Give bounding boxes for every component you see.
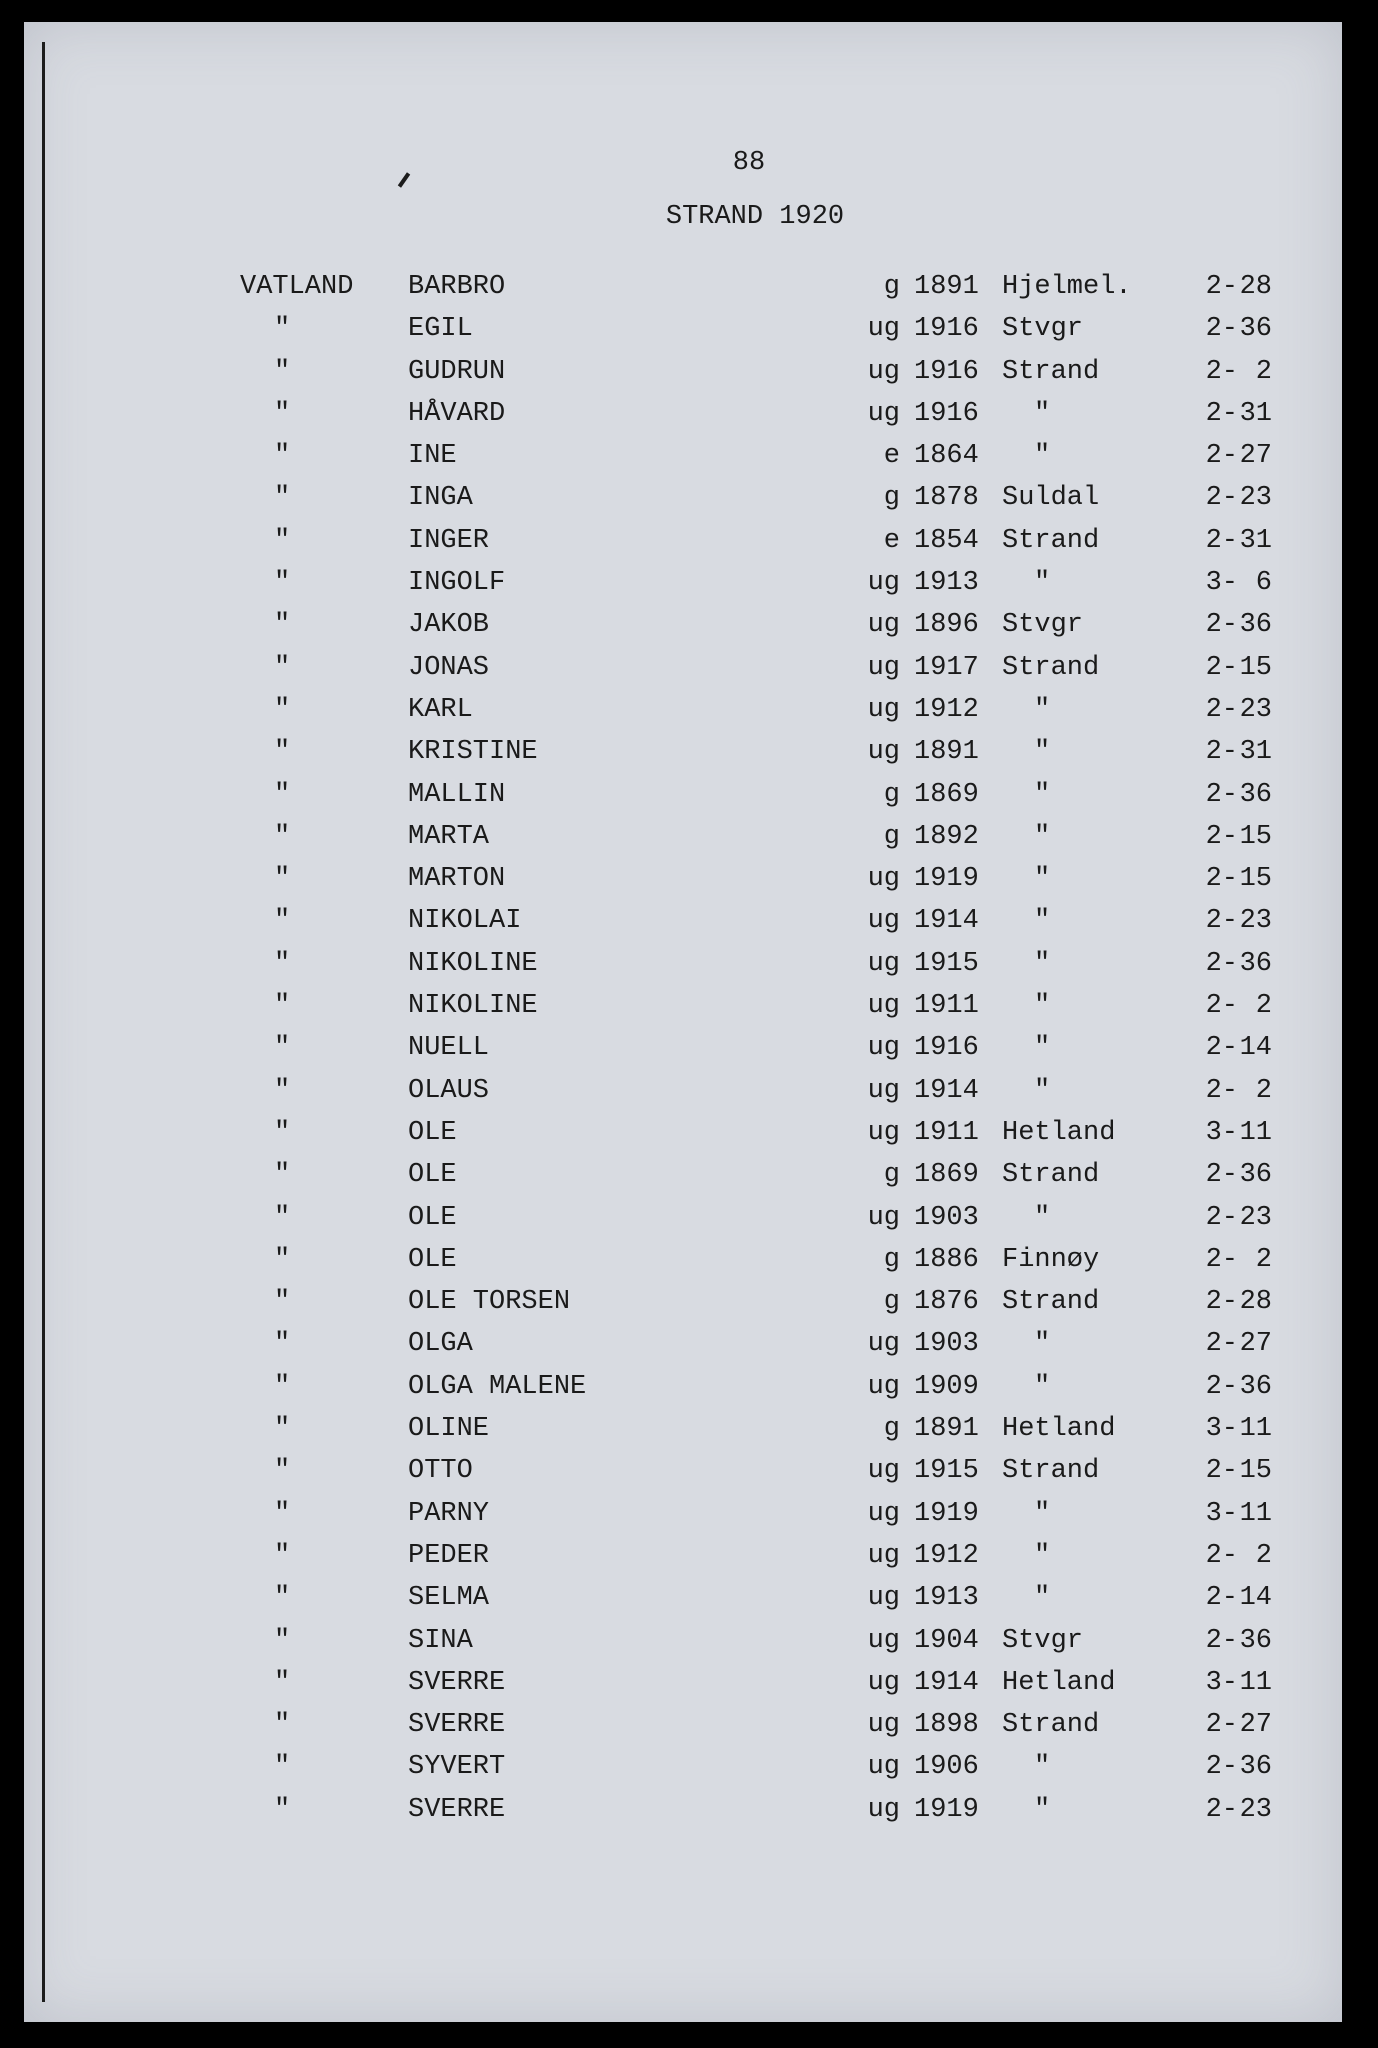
first-name-cell: KRISTINE	[408, 737, 538, 768]
place-cell: "	[1034, 948, 1051, 979]
place-cell: "	[1034, 1794, 1051, 1825]
year-cell: 1876	[914, 1287, 979, 1318]
table-row	[0, 399, 1378, 441]
status-cell: ug	[867, 864, 900, 895]
number-cell: 15	[1239, 821, 1272, 852]
number-cell: 36	[1239, 314, 1272, 345]
place-cell: Strand	[1002, 1456, 1100, 1487]
table-row	[0, 1287, 1378, 1329]
place-cell: "	[1034, 1583, 1051, 1614]
code-cell: 2-	[1205, 356, 1238, 387]
year-cell: 1896	[914, 610, 979, 641]
number-cell: 11	[1239, 1667, 1272, 1698]
code-cell: 2-	[1205, 441, 1238, 472]
place-cell: "	[1034, 991, 1051, 1022]
place-cell: "	[1034, 1075, 1051, 1106]
place-cell: "	[1034, 441, 1051, 472]
number-cell: 15	[1239, 1456, 1272, 1487]
first-name-cell: PARNY	[408, 1498, 490, 1529]
first-name-cell: OLGA MALENE	[408, 1371, 587, 1402]
table-row	[0, 1033, 1378, 1075]
year-cell: 1915	[914, 1456, 979, 1487]
place-cell: Hetland	[1002, 1117, 1116, 1148]
table-row	[0, 441, 1378, 483]
code-cell: 2-	[1205, 483, 1238, 514]
table-row	[0, 1076, 1378, 1118]
status-cell: ug	[867, 1794, 900, 1825]
status-cell: e	[883, 441, 900, 472]
year-cell: 1869	[914, 1160, 979, 1191]
place-cell: Strand	[1002, 652, 1100, 683]
status-cell: g	[883, 483, 900, 514]
year-cell: 1916	[914, 314, 979, 345]
table-row	[0, 314, 1378, 356]
year-cell: 1864	[914, 441, 979, 472]
year-cell: 1913	[914, 1583, 979, 1614]
first-name-cell: NIKOLAI	[408, 906, 522, 937]
place-cell: Strand	[1002, 356, 1100, 387]
first-name-cell: MALLIN	[408, 779, 506, 810]
number-cell: 14	[1239, 1033, 1272, 1064]
year-cell: 1891	[914, 1414, 979, 1445]
surname-cell: "	[274, 1287, 291, 1318]
code-cell: 3-	[1205, 1667, 1238, 1698]
table-row	[0, 272, 1378, 314]
number-cell: 11	[1239, 1498, 1272, 1529]
place-cell: Hjelmel.	[1002, 272, 1132, 302]
status-cell: ug	[867, 1033, 900, 1064]
year-cell: 1915	[914, 948, 979, 979]
code-cell: 2-	[1205, 610, 1238, 641]
place-cell: "	[1034, 1752, 1051, 1783]
status-cell: g	[883, 1160, 900, 1191]
code-cell: 3-	[1205, 1498, 1238, 1529]
status-cell: ug	[867, 652, 900, 683]
status-cell: ug	[867, 314, 900, 345]
first-name-cell: SVERRE	[408, 1710, 506, 1741]
year-cell: 1891	[914, 272, 979, 302]
status-cell: ug	[867, 1667, 900, 1698]
status-cell: ug	[867, 568, 900, 599]
year-cell: 1914	[914, 1667, 979, 1698]
status-cell: ug	[867, 356, 900, 387]
first-name-cell: OLE	[408, 1244, 457, 1275]
number-cell: 23	[1239, 694, 1272, 725]
code-cell: 2-	[1205, 1625, 1238, 1656]
table-row	[0, 737, 1378, 779]
code-cell: 2-	[1205, 991, 1238, 1022]
place-cell: Stvgr	[1002, 314, 1084, 345]
status-cell: ug	[867, 1752, 900, 1783]
surname-cell: "	[274, 1414, 291, 1445]
status-cell: ug	[867, 1540, 900, 1571]
table-row	[0, 1372, 1378, 1414]
number-cell: 27	[1239, 1329, 1272, 1360]
status-cell: ug	[867, 737, 900, 768]
status-cell: g	[883, 821, 900, 852]
surname-cell: "	[274, 610, 291, 641]
table-row	[0, 526, 1378, 568]
first-name-cell: NIKOLINE	[408, 948, 538, 979]
table-row	[0, 1499, 1378, 1541]
code-cell: 2-	[1205, 1710, 1238, 1741]
surname-cell: "	[274, 568, 291, 599]
table-row	[0, 1245, 1378, 1287]
number-cell: 6	[1255, 568, 1272, 599]
code-cell: 2-	[1205, 314, 1238, 345]
code-cell: 2-	[1205, 1033, 1238, 1064]
place-cell: Suldal	[1002, 483, 1100, 514]
number-cell: 36	[1239, 1160, 1272, 1191]
number-cell: 15	[1239, 652, 1272, 683]
year-cell: 1891	[914, 737, 979, 768]
surname-cell: "	[274, 1583, 291, 1614]
place-cell: "	[1034, 864, 1051, 895]
year-cell: 1892	[914, 821, 979, 852]
year-cell: 1878	[914, 483, 979, 514]
surname-cell: "	[274, 1456, 291, 1487]
code-cell: 2-	[1205, 864, 1238, 895]
surname-cell: "	[274, 398, 291, 429]
code-cell: 2-	[1205, 1202, 1238, 1233]
table-row	[0, 1626, 1378, 1668]
code-cell: 2-	[1205, 821, 1238, 852]
surname-cell: "	[274, 821, 291, 852]
status-cell: e	[883, 525, 900, 556]
status-cell: g	[883, 1244, 900, 1275]
table-row	[0, 1456, 1378, 1498]
surname-cell: "	[274, 1794, 291, 1825]
first-name-cell: PEDER	[408, 1540, 490, 1571]
code-cell: 2-	[1205, 1160, 1238, 1191]
place-cell: Hetland	[1002, 1667, 1116, 1698]
code-cell: 3-	[1205, 1414, 1238, 1445]
first-name-cell: INGER	[408, 525, 490, 556]
number-cell: 36	[1239, 1625, 1272, 1656]
status-cell: ug	[867, 948, 900, 979]
place-cell: "	[1034, 737, 1051, 768]
place-cell: Hetland	[1002, 1414, 1116, 1445]
year-cell: 1916	[914, 356, 979, 387]
place-cell: Finnøy	[1002, 1244, 1100, 1275]
first-name-cell: JAKOB	[408, 610, 490, 641]
first-name-cell: MARTON	[408, 864, 506, 895]
table-row	[0, 1160, 1378, 1202]
place-cell: "	[1034, 1371, 1051, 1402]
first-name-cell: OLE	[408, 1117, 457, 1148]
year-cell: 1911	[914, 991, 979, 1022]
first-name-cell: SVERRE	[408, 1794, 506, 1825]
first-name-cell: SYVERT	[408, 1752, 506, 1783]
table-row	[0, 864, 1378, 906]
first-name-cell: KARL	[408, 694, 473, 725]
status-cell: g	[883, 1287, 900, 1318]
number-cell: 28	[1239, 1287, 1272, 1318]
code-cell: 2-	[1205, 272, 1238, 302]
surname-cell: "	[274, 1244, 291, 1275]
place-cell: Strand	[1002, 525, 1100, 556]
census-list	[0, 272, 1378, 1837]
place-cell: Strand	[1002, 1287, 1100, 1318]
year-cell: 1898	[914, 1710, 979, 1741]
year-cell: 1911	[914, 1117, 979, 1148]
surname-cell: "	[274, 948, 291, 979]
status-cell: ug	[867, 1202, 900, 1233]
first-name-cell: SVERRE	[408, 1667, 506, 1698]
year-cell: 1912	[914, 1540, 979, 1571]
place-cell: "	[1034, 1202, 1051, 1233]
first-name-cell: NIKOLINE	[408, 991, 538, 1022]
place-cell: Stvgr	[1002, 1625, 1084, 1656]
first-name-cell: JONAS	[408, 652, 490, 683]
surname-cell: "	[274, 1498, 291, 1529]
table-row	[0, 1795, 1378, 1837]
table-row	[0, 357, 1378, 399]
number-cell: 28	[1239, 272, 1272, 302]
surname-cell: "	[274, 1710, 291, 1741]
year-cell: 1913	[914, 568, 979, 599]
table-row	[0, 610, 1378, 652]
place-cell: "	[1034, 398, 1051, 429]
status-cell: ug	[867, 1625, 900, 1656]
place-cell: "	[1034, 1498, 1051, 1529]
number-cell: 2	[1255, 1075, 1272, 1106]
first-name-cell: OLE	[408, 1202, 457, 1233]
first-name-cell: SELMA	[408, 1583, 490, 1614]
table-row	[0, 695, 1378, 737]
first-name-cell: INGOLF	[408, 568, 506, 599]
year-cell: 1909	[914, 1371, 979, 1402]
surname-cell: "	[274, 1117, 291, 1148]
first-name-cell: BARBRO	[408, 272, 506, 302]
number-cell: 36	[1239, 1752, 1272, 1783]
place-cell: Stvgr	[1002, 610, 1084, 641]
year-cell: 1919	[914, 1498, 979, 1529]
place-cell: "	[1034, 694, 1051, 725]
table-row	[0, 1414, 1378, 1456]
surname-cell: "	[274, 694, 291, 725]
place-cell: Strand	[1002, 1160, 1100, 1191]
number-cell: 23	[1239, 483, 1272, 514]
surname-cell: "	[274, 356, 291, 387]
surname-cell: "	[274, 1625, 291, 1656]
year-cell: 1919	[914, 1794, 979, 1825]
table-row	[0, 1668, 1378, 1710]
status-cell: ug	[867, 398, 900, 429]
status-cell: g	[883, 779, 900, 810]
number-cell: 2	[1255, 1540, 1272, 1571]
surname-cell: "	[274, 906, 291, 937]
status-cell: ug	[867, 1329, 900, 1360]
code-cell: 2-	[1205, 652, 1238, 683]
status-cell: ug	[867, 1583, 900, 1614]
year-cell: 1914	[914, 906, 979, 937]
status-cell: ug	[867, 694, 900, 725]
year-cell: 1904	[914, 1625, 979, 1656]
table-row	[0, 1583, 1378, 1625]
table-row	[0, 780, 1378, 822]
place-cell: "	[1034, 1329, 1051, 1360]
surname-cell: "	[274, 1329, 291, 1360]
status-cell: ug	[867, 1498, 900, 1529]
surname-cell: "	[274, 1075, 291, 1106]
number-cell: 23	[1239, 1202, 1272, 1233]
year-cell: 1854	[914, 525, 979, 556]
code-cell: 2-	[1205, 1456, 1238, 1487]
page-number: 88	[732, 148, 766, 178]
code-cell: 2-	[1205, 1244, 1238, 1275]
number-cell: 27	[1239, 441, 1272, 472]
table-row	[0, 991, 1378, 1033]
place-cell: "	[1034, 568, 1051, 599]
surname-cell: "	[274, 779, 291, 810]
table-row	[0, 568, 1378, 610]
number-cell: 36	[1239, 1371, 1272, 1402]
table-row	[0, 1541, 1378, 1583]
surname-cell: "	[274, 483, 291, 514]
code-cell: 2-	[1205, 1540, 1238, 1571]
first-name-cell: INGA	[408, 483, 473, 514]
surname-cell: "	[274, 1033, 291, 1064]
page-title: STRAND 1920	[665, 202, 845, 232]
first-name-cell: MARTA	[408, 821, 490, 852]
place-cell: "	[1034, 906, 1051, 937]
surname-cell: "	[274, 652, 291, 683]
number-cell: 23	[1239, 1794, 1272, 1825]
surname-cell: "	[274, 525, 291, 556]
first-name-cell: OLAUS	[408, 1075, 490, 1106]
table-row	[0, 822, 1378, 864]
place-cell: "	[1034, 779, 1051, 810]
surname-cell: "	[274, 1667, 291, 1698]
table-row	[0, 906, 1378, 948]
code-cell: 2-	[1205, 1329, 1238, 1360]
first-name-cell: OLE	[408, 1160, 457, 1191]
first-name-cell: GUDRUN	[408, 356, 506, 387]
year-cell: 1912	[914, 694, 979, 725]
code-cell: 2-	[1205, 1583, 1238, 1614]
code-cell: 2-	[1205, 694, 1238, 725]
year-cell: 1906	[914, 1752, 979, 1783]
year-cell: 1916	[914, 398, 979, 429]
number-cell: 36	[1239, 948, 1272, 979]
status-cell: ug	[867, 991, 900, 1022]
status-cell: ug	[867, 1456, 900, 1487]
year-cell: 1914	[914, 1075, 979, 1106]
code-cell: 3-	[1205, 568, 1238, 599]
first-name-cell: NUELL	[408, 1033, 490, 1064]
year-cell: 1917	[914, 652, 979, 683]
surname-cell: "	[274, 1160, 291, 1191]
code-cell: 2-	[1205, 1752, 1238, 1783]
table-row	[0, 1752, 1378, 1794]
status-cell: ug	[867, 610, 900, 641]
place-cell: "	[1034, 1033, 1051, 1064]
number-cell: 11	[1239, 1414, 1272, 1445]
surname-cell: "	[274, 991, 291, 1022]
number-cell: 11	[1239, 1117, 1272, 1148]
number-cell: 36	[1239, 779, 1272, 810]
place-cell: "	[1034, 821, 1051, 852]
code-cell: 3-	[1205, 1117, 1238, 1148]
surname-cell: "	[274, 1540, 291, 1571]
status-cell: ug	[867, 1371, 900, 1402]
code-cell: 2-	[1205, 1075, 1238, 1106]
number-cell: 36	[1239, 610, 1272, 641]
surname-cell: "	[274, 1202, 291, 1233]
place-cell: Strand	[1002, 1710, 1100, 1741]
code-cell: 2-	[1205, 737, 1238, 768]
first-name-cell: OLGA	[408, 1329, 473, 1360]
first-name-cell: OLINE	[408, 1414, 490, 1445]
number-cell: 2	[1255, 356, 1272, 387]
first-name-cell: OLE TORSEN	[408, 1287, 571, 1318]
code-cell: 2-	[1205, 1287, 1238, 1318]
table-row	[0, 483, 1378, 525]
number-cell: 15	[1239, 864, 1272, 895]
first-name-cell: HÅVARD	[408, 398, 506, 429]
year-cell: 1869	[914, 779, 979, 810]
surname-cell: "	[274, 314, 291, 345]
surname-cell: VATLAND	[240, 272, 354, 302]
number-cell: 31	[1239, 525, 1272, 556]
surname-cell: "	[274, 864, 291, 895]
number-cell: 2	[1255, 991, 1272, 1022]
number-cell: 23	[1239, 906, 1272, 937]
surname-cell: "	[274, 441, 291, 472]
code-cell: 2-	[1205, 948, 1238, 979]
year-cell: 1916	[914, 1033, 979, 1064]
table-row	[0, 1710, 1378, 1752]
code-cell: 2-	[1205, 525, 1238, 556]
table-row	[0, 1203, 1378, 1245]
status-cell: g	[883, 1414, 900, 1445]
number-cell: 14	[1239, 1583, 1272, 1614]
status-cell: ug	[867, 1710, 900, 1741]
year-cell: 1903	[914, 1329, 979, 1360]
number-cell: 31	[1239, 737, 1272, 768]
year-cell: 1919	[914, 864, 979, 895]
code-cell: 2-	[1205, 779, 1238, 810]
status-cell: ug	[867, 1075, 900, 1106]
first-name-cell: SINA	[408, 1625, 473, 1656]
year-cell: 1886	[914, 1244, 979, 1275]
status-cell: ug	[867, 1117, 900, 1148]
place-cell: "	[1034, 1540, 1051, 1571]
table-row	[0, 653, 1378, 695]
surname-cell: "	[274, 1371, 291, 1402]
table-row	[0, 949, 1378, 991]
number-cell: 27	[1239, 1710, 1272, 1741]
first-name-cell: OTTO	[408, 1456, 473, 1487]
status-cell: g	[883, 272, 900, 302]
code-cell: 2-	[1205, 1794, 1238, 1825]
table-row	[0, 1118, 1378, 1160]
code-cell: 2-	[1205, 1371, 1238, 1402]
surname-cell: "	[274, 1752, 291, 1783]
first-name-cell: INE	[408, 441, 457, 472]
code-cell: 2-	[1205, 906, 1238, 937]
code-cell: 2-	[1205, 398, 1238, 429]
number-cell: 31	[1239, 398, 1272, 429]
status-cell: ug	[867, 906, 900, 937]
table-row	[0, 1329, 1378, 1371]
surname-cell: "	[274, 737, 291, 768]
number-cell: 2	[1255, 1244, 1272, 1275]
year-cell: 1903	[914, 1202, 979, 1233]
first-name-cell: EGIL	[408, 314, 473, 345]
